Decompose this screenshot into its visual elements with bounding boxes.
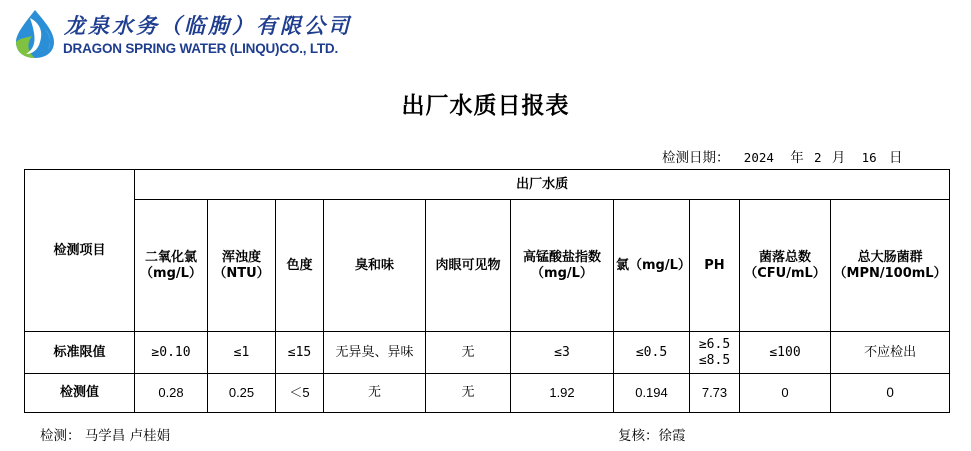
page-title: 出厂水质日报表 [401, 92, 570, 119]
water-quality-table [24, 169, 950, 413]
company-name-en: DRAGON SPRING WATER (LINQU)CO., LTD. [63, 41, 339, 56]
value-cell: 0 [831, 374, 950, 413]
col-header-chlorine-dioxide: 二氧化氯（mg/L） [135, 200, 208, 332]
table-header-row [25, 170, 950, 200]
group-header: 出厂水质 [135, 170, 950, 200]
limit-cell: ≥0.10 [135, 332, 208, 374]
col-header-permanganate: 高锰酸盐指数（mg/L） [511, 200, 614, 332]
limit-cell: 不应检出 [831, 332, 950, 374]
reviewer: 复核：徐霞 [618, 428, 686, 444]
col-header-colony-count: 菌落总数（CFU/mL） [740, 200, 831, 332]
col-header-chlorine: 氯（mg/L） [614, 200, 690, 332]
value-label: 检测值 [25, 374, 135, 413]
col-header-ph: PH [690, 200, 740, 332]
date-day: 16 [861, 150, 877, 165]
value-cell: 1.92 [511, 374, 614, 413]
date-day-unit: 日 [888, 150, 903, 166]
col-header-coliform: 总大肠菌群（MPN/100mL） [831, 200, 950, 332]
limit-cell: ≤0.5 [614, 332, 690, 374]
limit-cell: ≤100 [740, 332, 831, 374]
value-cell: 0.194 [614, 374, 690, 413]
date-month: 2 [814, 150, 822, 165]
value-cell: 无 [426, 374, 511, 413]
limit-cell: ≥6.5 ≤8.5 [690, 332, 740, 374]
item-header: 检测项目 [25, 170, 135, 332]
value-cell: 7.73 [690, 374, 740, 413]
value-cell: 0 [740, 374, 831, 413]
inspection-date [662, 146, 902, 166]
limit-cell: 无异臭、异味 [324, 332, 426, 374]
table-row-values [25, 374, 950, 413]
limit-cell: ≤3 [511, 332, 614, 374]
limit-cell: ≤15 [276, 332, 324, 374]
date-year: 2024 [743, 150, 774, 165]
inspectors: 检测： 马学昌 卢桂娟 [40, 428, 171, 444]
value-cell: 0.28 [135, 374, 208, 413]
value-cell: 0.25 [208, 374, 276, 413]
date-month-unit: 月 [831, 150, 846, 166]
col-header-odor: 臭和味 [324, 200, 426, 332]
limit-cell: 无 [426, 332, 511, 374]
column-header-row [25, 200, 950, 332]
limit-cell: ≤1 [208, 332, 276, 374]
company-name-cn: 龙泉水务（临朐）有限公司 [64, 13, 352, 38]
date-year-unit: 年 [790, 150, 804, 166]
col-header-color: 色度 [276, 200, 324, 332]
value-cell: 无 [324, 374, 426, 413]
col-header-visible-matter: 肉眼可见物 [426, 200, 511, 332]
water-drop-wave-logo [10, 8, 60, 60]
limit-label: 标准限值 [25, 332, 135, 374]
date-label: 检测日期： [662, 150, 730, 166]
col-header-turbidity: 浑浊度（NTU） [208, 200, 276, 332]
value-cell: ＜5 [276, 374, 324, 413]
table-row-limits [25, 332, 950, 374]
